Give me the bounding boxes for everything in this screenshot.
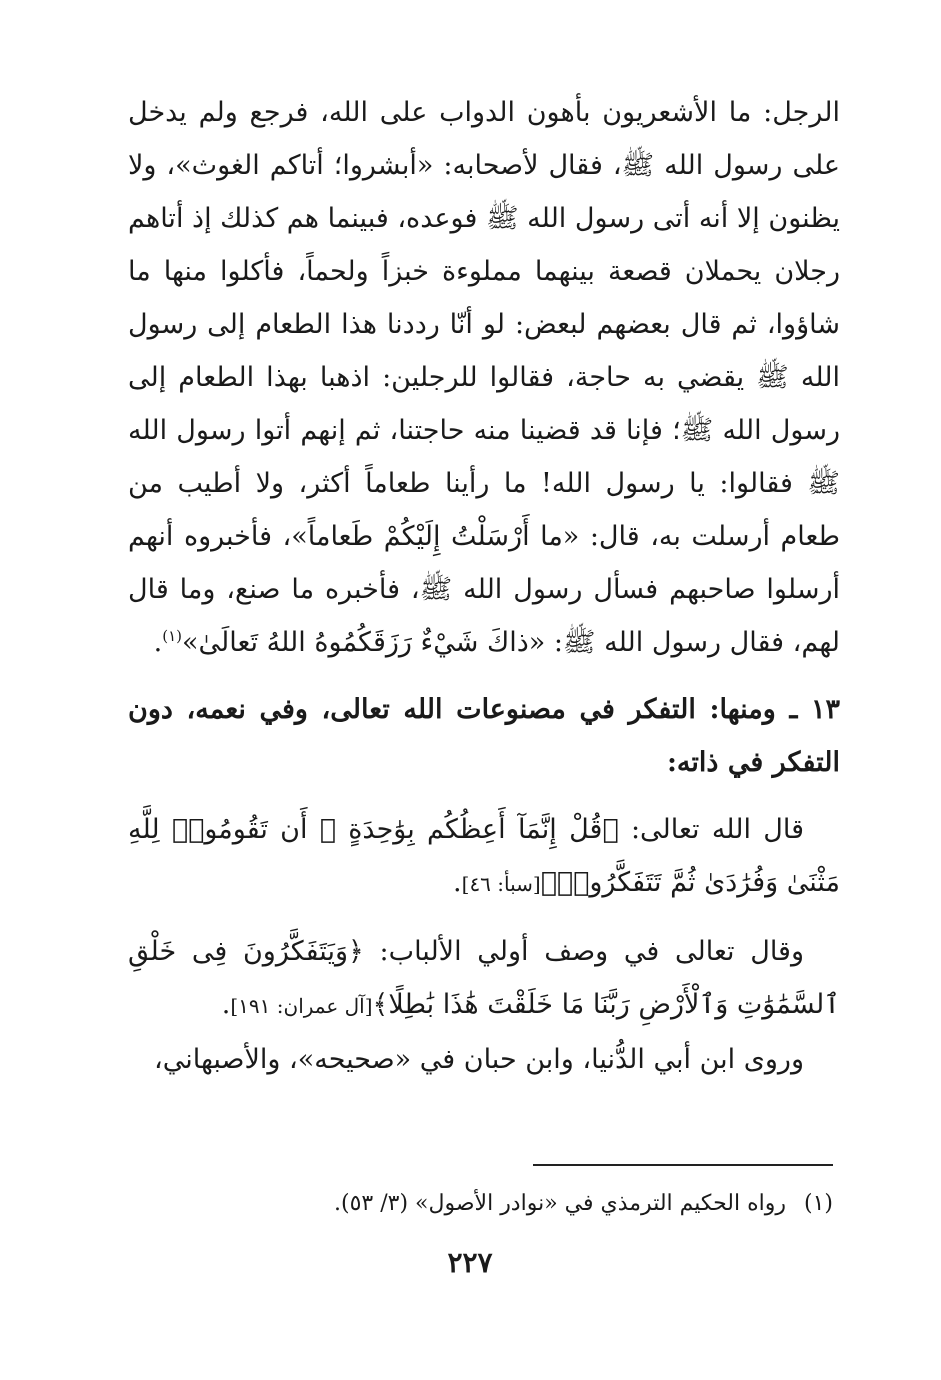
quran-verse: ﴿وَيَتَفَكَّرُونَ فِى خَلْقِ ٱلسَّمَٰوَٰتِ وَٱلْأَرْضِ رَبَّنَا مَا خَلَقْتَ هَٰذَا بَٰطِلًا﴾ — [128, 936, 840, 1020]
footnote — [133, 1188, 833, 1220]
verse-reference: [آل عمران: ١٩١] — [230, 994, 373, 1018]
paragraph-end: . — [153, 627, 163, 658]
hadith-paragraph — [128, 86, 840, 669]
section-heading: ١٣ ـ ومنها: التفكر في مصنوعات الله تعالى، وفي نعمه، دون التفكر في ذاته: — [128, 694, 840, 778]
paragraph-end: . — [221, 989, 231, 1020]
main-text-block — [128, 86, 840, 1086]
footnote-text: رواه الحكيم الترمذي في «نوادر الأصول» (٣/ ٥٣). — [334, 1191, 786, 1216]
narration-paragraph: وروى ابن أبي الدُّنيا، وابن حبان في «صحيحه»، والأصبهاني، — [154, 1044, 804, 1075]
verse-intro: قال الله تعالى: — [618, 814, 805, 845]
footnote-divider — [533, 1164, 833, 1166]
verse-reference: [سبأ: ٤٦] — [461, 872, 541, 896]
quran-verse: ﴿قُلْ إِنَّمَآ أَعِظُكُم بِوَٰحِدَةٍ ۖ أَن تَقُومُوا۟ لِلَّهِ مَثْنَىٰ وَفُرَٰدَىٰ ثُمَّ تَتَفَكَّرُوا۟﴾ — [128, 814, 840, 898]
quran-paragraph-saba — [128, 803, 840, 911]
footnote-number: (١) — [803, 1191, 833, 1216]
quran-paragraph-imran — [128, 925, 840, 1033]
paragraph-end: . — [453, 867, 462, 898]
footnote-reference: (١) — [162, 627, 183, 645]
hadith-text: الرجل: ما الأشعريون بأهون الدواب على الله، فرجع ولم يدخل على رسول الله ﷺ، فقال لأصحابه: «أبشروا؛ أتاكم الغوث»، ولا يظنون إلا أنه أتى رسول الله ﷺ فوعده، فبينما هم كذلك إذ أتاهم رجلان يحملان قصعة بينهما مملوءة خبزاً ولحماً، فأكلوا منها ما شاؤوا، ثم قال بعضهم لبعض: لو أنّا رددنا هذا الطعام إلى رسول الله ﷺ يقضي به حاجة، فقالوا للرجلين: اذهبا بهذا الطعام إلى رسول الله ﷺ؛ فإنا قد قضينا منه حاجتنا، ثم إنهم أتوا رسول الله ﷺ فقالوا: يا رسول الله! ما رأينا طعاماً أكثر، ولا أطيب من طعام أرسلت به، قال: «ما أَرْسَلْتُ إِلَيْكُمْ طَعاماً»، فأخبروه أنهم أرسلوا صاحبهم فسأل رسول الله ﷺ، فأخبره ما صنع، وما قال لهم، فقال رسول الله ﷺ: «ذاكَ شَيْءٌ رَزَقَكُمُوهُ اللهُ تَعالَىٰ» — [128, 97, 840, 658]
page-number: ٢٢٧ — [447, 1246, 493, 1279]
verse-intro: وقال تعالى في وصف أولي الألباب: — [363, 936, 804, 967]
